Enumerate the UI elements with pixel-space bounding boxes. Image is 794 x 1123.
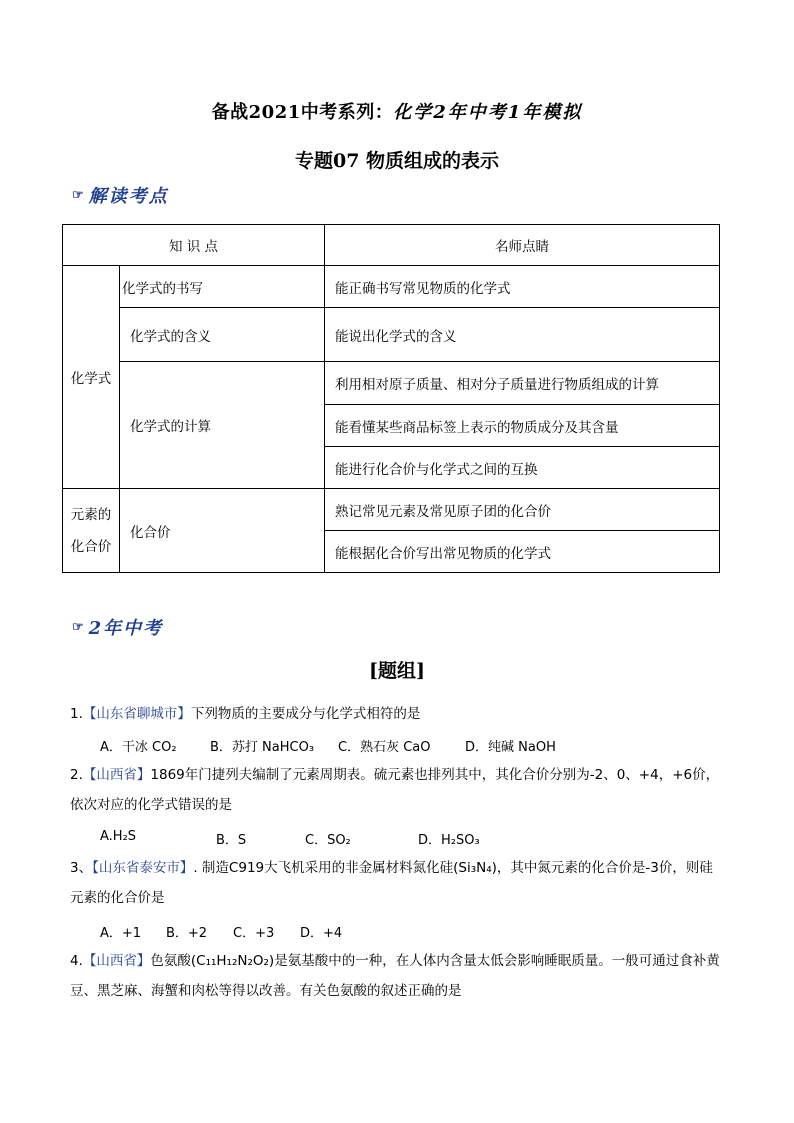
tip-cell: 能进行化合价与化学式之间的互换	[325, 447, 720, 489]
pointing-hand-icon: ☞	[72, 619, 86, 635]
option: A．+1	[100, 926, 142, 941]
option: A．干冰 CO₂	[100, 740, 177, 755]
option: D．+4	[300, 926, 343, 941]
tip-cell: 能正确书写常见物质的化学式	[325, 266, 720, 308]
question-group-title: [题组]	[369, 660, 425, 682]
question-source: 【山西省】	[82, 953, 151, 969]
tip-cell: 熟记常见元素及常见原子团的化合价	[325, 489, 720, 531]
question-text: 色氨酸(C₁₁H₁₂N₂O₂)是氨基酸中的一种，在人体内含量太低会影响睡眠质量。一般可通过食补黄豆、黑芝麻、海蟹和肉松等得以改善。有关色氨酸的叙述正确的是	[70, 953, 720, 999]
table-header-row	[63, 225, 720, 266]
title-italic: 化学2年中考1年模拟	[393, 102, 583, 123]
question-number: 3、	[70, 860, 93, 876]
section-heading-label: 解读考点	[88, 186, 169, 207]
option: C．熟石灰 CaO	[338, 740, 431, 755]
section-heading-label: 2年中考	[88, 618, 164, 639]
subtopic-cell: 化合价	[120, 489, 325, 573]
section-heading-exams	[72, 614, 163, 640]
section-heading-analysis	[72, 182, 169, 208]
subtopic-cell: 化学式的书写	[120, 266, 325, 308]
question-2	[70, 760, 725, 820]
pointing-hand-icon: ☞	[72, 187, 86, 203]
question-source: 【山西省】	[82, 767, 151, 783]
question-text: . 制造C919大飞机采用的非金属材料氮化硅(Si₃N₄)，其中氮元素的化合价是-3价，则硅元素的化合价是	[70, 860, 713, 906]
tip-cell: 能说出化学式的含义	[325, 308, 720, 362]
tip-cell: 能根据化合价写出常见物质的化学式	[325, 531, 720, 573]
question-text: 1869年门捷列夫编制了元素周期表。硫元素也排列其中，其化合价分别为-2、0、+4，+6价，依次对应的化学式错误的是	[70, 767, 720, 813]
group-cell-formula: 化学式	[63, 266, 120, 489]
table-row	[63, 308, 720, 362]
document-title	[0, 98, 794, 124]
question-1	[70, 699, 725, 729]
knowledge-point-table	[62, 224, 720, 573]
question-source: 【山东省聊城市】	[82, 706, 191, 722]
option: B．S	[216, 833, 247, 848]
option: B．+2	[166, 926, 208, 941]
option: C．SO₂	[305, 833, 351, 848]
document-subtitle: 专题07 物质组成的表示	[294, 150, 500, 172]
option: D．纯碱 NaOH	[465, 740, 556, 755]
subtopic-cell: 化学式的含义	[120, 308, 325, 362]
question-number: 4.	[70, 953, 83, 969]
table-row	[63, 362, 720, 405]
question-3	[70, 853, 725, 913]
table-row	[63, 266, 720, 308]
question-number: 1.	[70, 706, 83, 722]
tip-cell: 能看懂某些商品标签上表示的物质成分及其含量	[325, 405, 720, 447]
table-header-knowledge: 知 识 点	[63, 225, 325, 266]
table-header-tips: 名师点睛	[325, 225, 720, 266]
group-cell-valence: 元素的化合价	[63, 489, 120, 573]
question-text: 下列物质的主要成分与化学式相符的是	[190, 706, 421, 722]
option: C．+3	[233, 926, 275, 941]
question-4	[70, 946, 725, 1006]
tip-cell: 利用相对原子质量、相对分子质量进行物质组成的计算	[325, 362, 720, 405]
question-number: 2.	[70, 767, 83, 783]
question-source: 【山东省泰安市】	[92, 860, 194, 876]
table-row	[63, 489, 720, 531]
option: B．苏打 NaHCO₃	[210, 740, 315, 755]
option: D．H₂SO₃	[418, 833, 480, 848]
title-main: 备战2021中考系列：	[211, 102, 394, 123]
subtopic-cell: 化学式的计算	[120, 362, 325, 489]
option: A.H₂S	[100, 829, 137, 844]
